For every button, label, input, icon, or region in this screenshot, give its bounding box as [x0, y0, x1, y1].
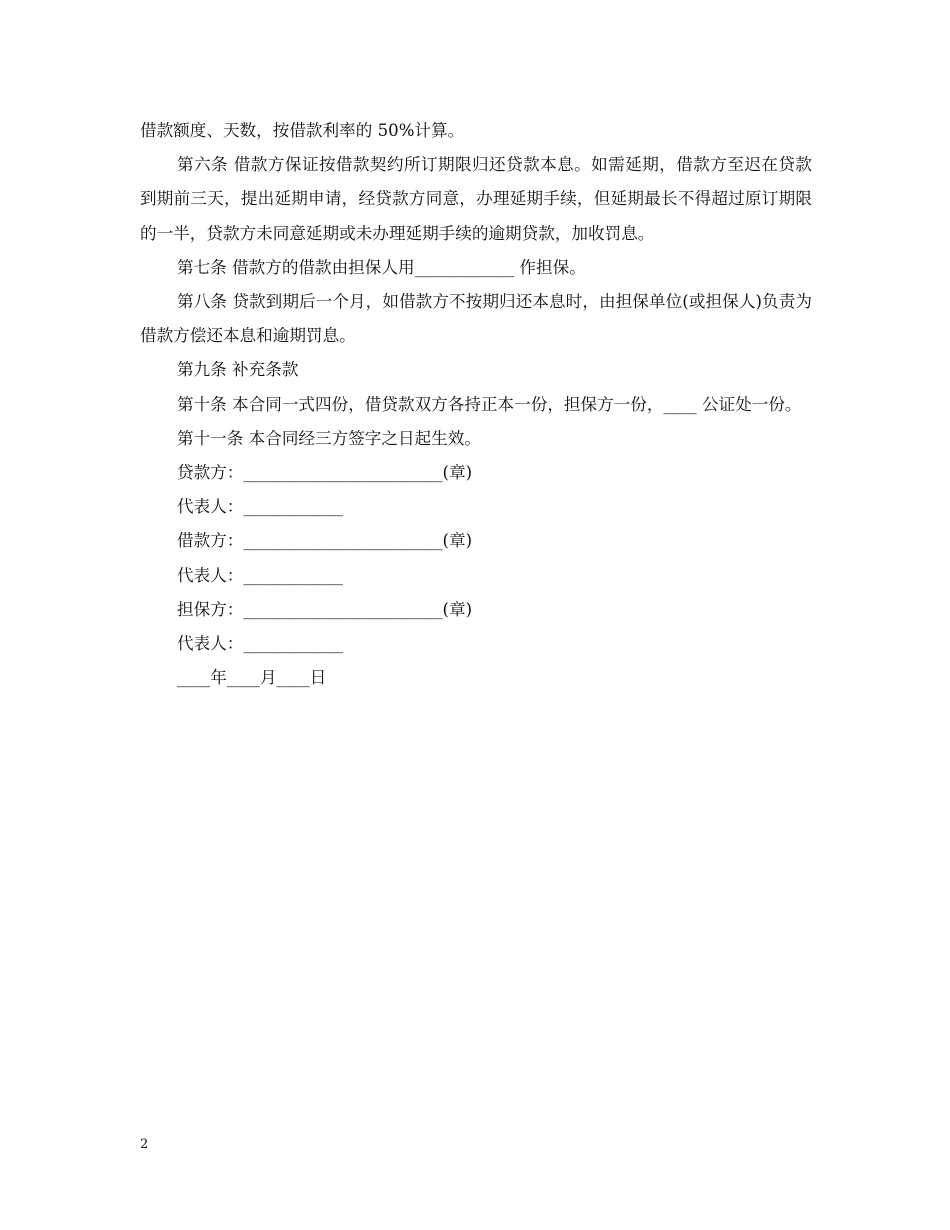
clause-11: 第十一条 本合同经三方签字之日起生效。: [177, 428, 481, 448]
page-number: 2: [140, 1137, 149, 1152]
guarantor-signature-line: 担保方：________________________(章): [177, 599, 473, 619]
lender-signature-line: 贷款方：________________________(章): [177, 463, 473, 483]
clause-continuation: 借款额度、天数，按借款利率的 50%计算。: [140, 121, 465, 140]
lender-representative-line: 代表人：____________: [177, 497, 343, 517]
guarantor-representative-line: 代表人：____________: [177, 634, 343, 654]
document-body: [140, 114, 812, 695]
clause-9: 第九条 补充条款: [177, 360, 299, 380]
clause-6: 第六条 借款方保证按借款契约所订期限归还贷款本息。如需延期，借款方至迟在贷款到期前三天，提出延期申请，经贷款方同意，办理延期手续，但延期最长不得超过原订期限的一半，贷款方未同意延期或未办理延期手续的逾期贷款，加收罚息。: [140, 155, 812, 243]
borrower-representative-line: 代表人：____________: [177, 565, 343, 585]
clause-10: 第十条 本合同一式四份，借贷款双方各持正本一份，担保方一份，____ 公证处一份。: [177, 394, 802, 414]
date-line: ____年____月____日: [177, 668, 327, 688]
borrower-signature-line: 借款方：________________________(章): [177, 531, 473, 551]
clause-7: 第七条 借款方的借款由担保人用____________ 作担保。: [177, 257, 586, 277]
clause-8: 第八条 贷款到期后一个月，如借款方不按期归还本息时，由担保单位(或担保人)负责为借款方偿还本息和逾期罚息。: [140, 292, 812, 346]
